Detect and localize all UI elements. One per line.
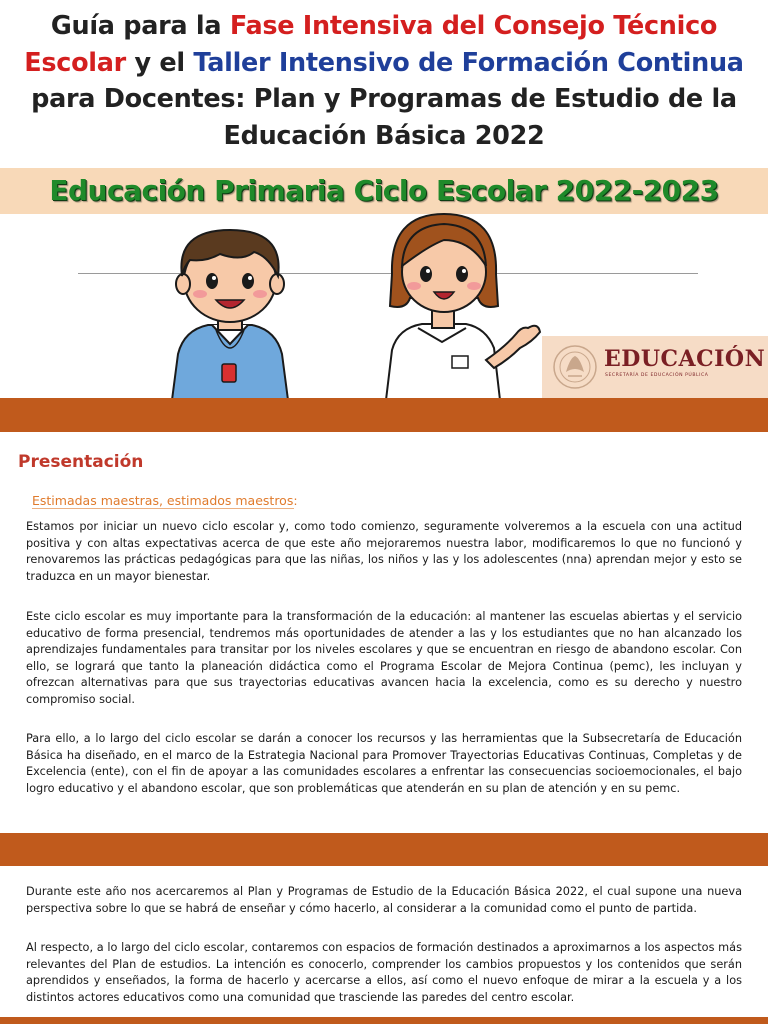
title-part-4: Taller Intensivo de Formación Continua [193, 47, 744, 78]
title-part-5: para Docentes: Plan y Programas de Estudio de la Educación Básica 2022 [31, 84, 737, 151]
orange-divider-bar [0, 1017, 768, 1024]
orange-divider-bar [0, 833, 768, 866]
greeting-underline [32, 508, 294, 509]
orange-divider-bar [0, 398, 768, 432]
sep-emblem-icon [552, 344, 598, 390]
logo-subtitle: SECRETARÍA DE EDUCACIÓN PÚBLICA [605, 373, 709, 378]
paragraph-plan: Durante este año nos acercaremos al Plan y Programas de Estudio de la Educación Básica 2022, el cual supone una nueva perspectiva sobre lo que se habrá de enseñar y cómo hacerlo, al considerar a la comunidad como el punto de partida. [26, 885, 742, 915]
title-part-2: Fase Intensiva del Consejo Técnico Escolar [24, 11, 718, 78]
document-title [20, 8, 748, 154]
greeting-text: Estimadas maestras, estimados maestros: [32, 493, 298, 508]
title-part-1: Guía para la [50, 11, 230, 41]
title-part-3: y el [125, 47, 194, 78]
section-title: Presentación [18, 452, 144, 472]
logo-title: EDUCACIÓN [604, 346, 766, 372]
paragraph-intro: Estamos por iniciar un nuevo ciclo escolar y, como todo comienzo, seguramente volveremos a la escuela con una actitud positiva y con altas expectativas acerca de que este año mejoraremos nuestra labor, modificaremos lo que no funcionó y renovaremos las prácticas pedagógicas para que las niñas, los niños y las y los adolescentes (nna) aprendan mejor y esto se traduzca en un mayor bienestar. [26, 520, 742, 583]
level-heading: Educación Primaria Ciclo Escolar 2022-2023 [49, 174, 719, 207]
boy-illustration-icon [168, 226, 292, 400]
paragraph-resources: Para ello, a lo largo del ciclo escolar se darán a conocer los recursos y las herramientas que la Subsecretaría de Educación Básica ha diseñado, en el marco de la Estrategia Nacional para Promover Trayectorias Educativas Continuas, Completas y de Excelencia (ente), con el fin de apoyar a las comunidades escolares a enfrentar las consecuencias socioemocionales, el bajo logro educativo y el abandono escolar, que son problemáticas que atenderán en su plan de atención y en su pemc. [26, 732, 742, 795]
girl-illustration-icon [382, 210, 542, 400]
paragraph-training: Al respecto, a lo largo del ciclo escolar, contaremos con espacios de formación destinados a aproximarnos a los aspectos más relevantes del Plan de estudios. La intención es conocerlo, comprender los cambios propuestos y los contenidos que serán aprendidos y enseñados, la forma de hacerlo y acercarse a ellos, así como el nuevo enfoque de mirar a la escuela y a los distintos actores educativos como una comunidad que trasciende las paredes del centro escolar. [26, 941, 742, 1004]
paragraph-transformation: Este ciclo escolar es muy importante para la transformación de la educación: al mantener las escuelas abiertas y el servicio educativo de forma presencial, tendremos más oportunidades de atender a las y los estudiantes que no han alcanzado los aprendizajes fundamentales para transitar por los niveles escolares y que se encuentran en riesgo de abandono escolar. Con ello, se logrará que tanto la planeación didáctica como el Programa Escolar de Mejora Continua (pemc), les incluyan y ofrezcan alternativas para que sus trayectorias educativas avancen hacia la excelencia, como es su derecho y nuestro compromiso social. [26, 610, 742, 706]
